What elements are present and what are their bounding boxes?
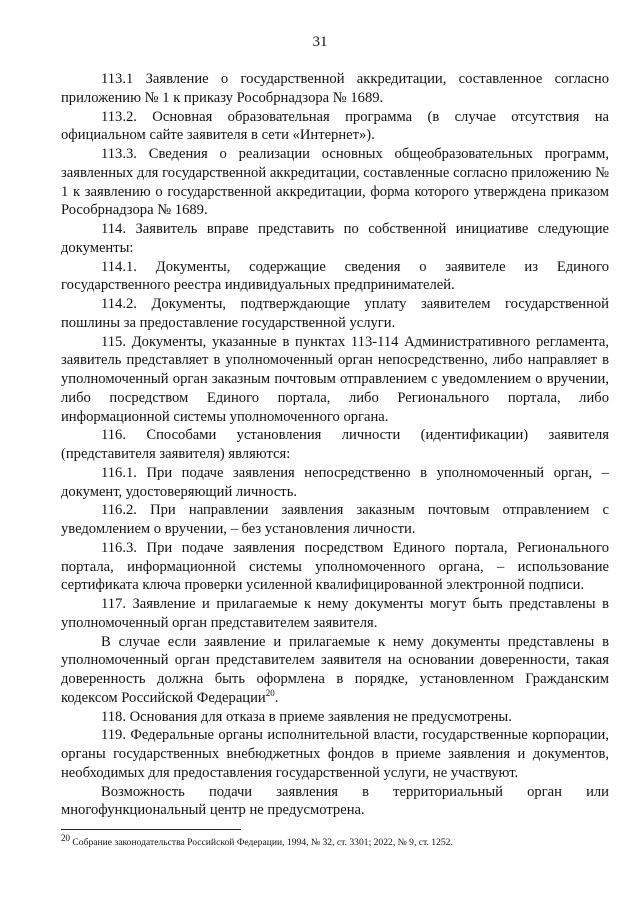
paragraph-116: 116. Способами установления личности (идентификации) заявителя (представителя заявителя) являются:	[61, 427, 609, 462]
paragraph-118: 118. Основания для отказа в приеме заявления не предусмотрены.	[101, 708, 512, 725]
footnote-divider	[61, 829, 241, 830]
paragraph-end-period: .	[274, 689, 279, 706]
footnote	[61, 832, 609, 849]
paragraph-113-1: 113.1 Заявление о государственной аккредитации, составленное согласно приложению № 1 к приказу Рособрнадзора № 1689.	[61, 71, 609, 106]
paragraph-113-2: 113.2. Основная образовательная программа (в случае отсутствия на официальном сайте заявителя в сети «Интернет»).	[61, 108, 609, 144]
paragraph-117-representative	[61, 633, 609, 708]
paragraph-territorial-body: Возможность подачи заявления в территориальный орган или многофункциональный центр не предусмотрена.	[61, 783, 609, 819]
paragraph-115: 115. Документы, указанные в пунктах 113-114 Административного регламента, заявитель представляет в уполномоченный орган непосредственно, либо направляет в уполномоченный орган заказным почтовым отправлением с уведомлением о вручении, либо посредством Единого портала, либо Регионального портала, либо информационной системы уполномоченного органа.	[61, 333, 609, 425]
paragraph-117-representative-text: В случае если заявление и прилагаемые к нему документы представлены в уполномоченный орган представителем заявителя на основании доверенности, такая доверенность должна быть оформлена в порядке, установленном Гражданским кодексом Российской Федерации	[61, 633, 609, 706]
paragraph-116-1: 116.1. При подаче заявления непосредственно в уполномоченный орган, – документ, удостоверяющий личность.	[61, 464, 609, 500]
page-number: 31	[312, 34, 328, 50]
paragraph-116-3: 116.3. При подаче заявления посредством Единого портала, Регионального портала, информационной системы уполномоченного органа, – использование сертификата ключа проверки усиленной квалифицированной электронной подписи.	[61, 539, 609, 594]
paragraph-114-2: 114.2. Документы, подтверждающие уплату заявителем государственной пошлины за предоставление государственной услуги.	[61, 296, 609, 331]
footnote-text: Собрание законодательства Российской Федерации, 1994, № 32, ст. 3301; 2022, № 9, ст. 1252.	[72, 837, 453, 848]
paragraph-117: 117. Заявление и прилагаемые к нему документы могут быть представлены в уполномоченный орган представителем заявителя.	[61, 596, 609, 631]
paragraph-114-1: 114.1. Документы, содержащие сведения о заявителе из Единого государственного реестра индивидуальных предпринимателей.	[61, 258, 609, 294]
paragraph-119: 119. Федеральные органы исполнительной власти, государственные корпорации, органы государственных внебюджетных фондов в приеме заявления и документов, необходимых для предоставления государственной услуги, не участвуют.	[61, 727, 609, 781]
paragraph-113-3: 113.3. Сведения о реализации основных общеобразовательных программ, заявленных для государственной аккредитации, составленные согласно приложению № 1 к заявлению о государственной аккредитации, форма которого утверждена приказом Рособрнадзора № 1689.	[61, 146, 609, 219]
document-body	[61, 70, 609, 820]
paragraph-114: 114. Заявитель вправе представить по собственной инициативе следующие документы:	[61, 221, 609, 256]
footnote-reference[interactable]: 20	[265, 687, 275, 698]
footnote-number: 20	[61, 832, 70, 843]
paragraph-116-2: 116.2. При направлении заявления заказным почтовым отправлением с уведомлением о вручении, – без установления личности.	[61, 502, 609, 537]
